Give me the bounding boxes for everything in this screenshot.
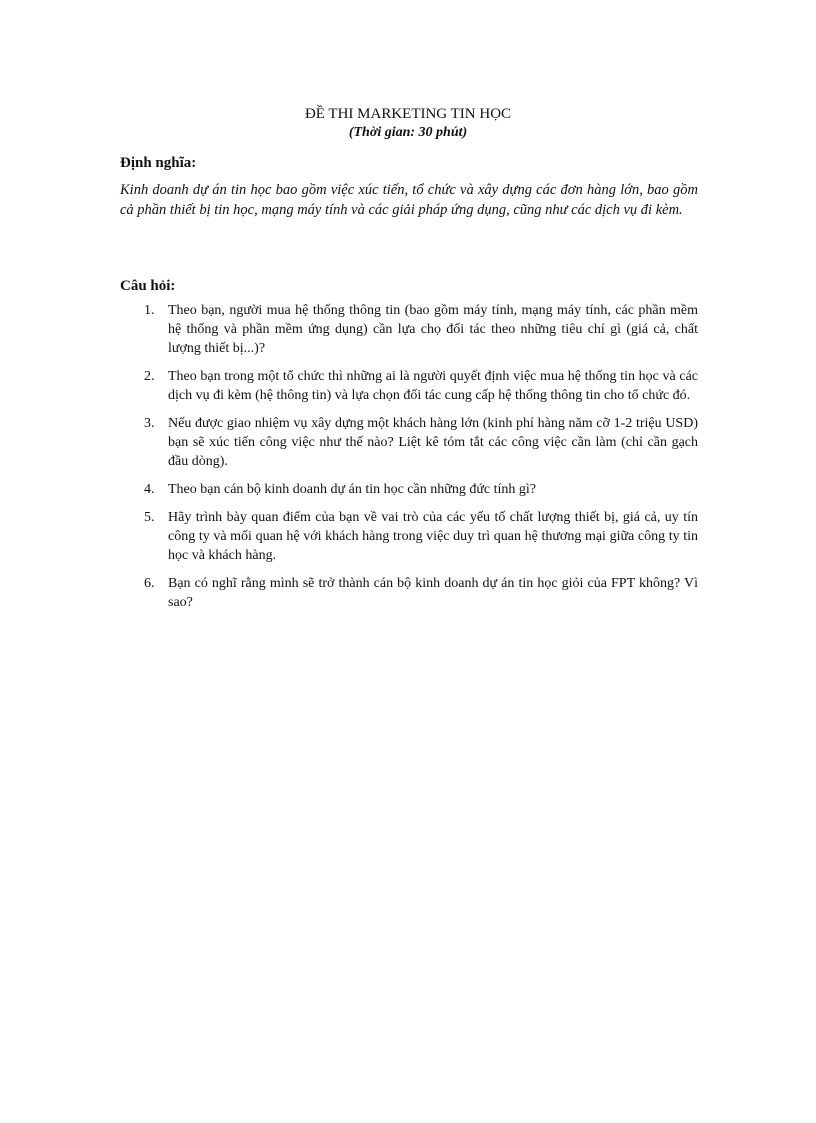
definition-text: Kinh doanh dự án tin học bao gồm việc xúc tiến, tổ chức và xây dựng các đơn hàng lớn, bao gồm cả phần thiết bị tin học, mạng máy tính và các giải pháp ứng dụng, cũng như các dịch vụ đi kèm. bbox=[120, 182, 698, 218]
question-item bbox=[144, 301, 698, 358]
question-item bbox=[144, 574, 698, 612]
question-item bbox=[144, 508, 698, 565]
question-number: 3. bbox=[144, 416, 155, 431]
document-title: ĐỀ THI MARKETING TIN HỌC bbox=[304, 106, 512, 122]
question-number: 1. bbox=[144, 303, 155, 318]
question-text: Theo bạn cán bộ kinh doanh dự án tin học cần những đức tính gì? bbox=[168, 482, 537, 497]
questions-heading: Câu hỏi: bbox=[120, 278, 176, 294]
definition-heading: Định nghĩa: bbox=[120, 155, 197, 171]
question-text: Theo bạn trong một tổ chức thì những ai là người quyết định việc mua hệ thống tin học và các dịch vụ đi kèm (hệ thông tin) và lựa chọn đối tác cung cấp hệ thống thông tin cho tổ chức đó. bbox=[168, 369, 698, 403]
questions-list bbox=[144, 301, 698, 621]
question-text: Theo bạn, người mua hệ thống thông tin (bao gồm máy tính, mạng máy tính, các phần mềm hệ thống và phần mềm ứng dụng) cần lựa chọ đối tác theo những tiêu chí gì (giá cả, chất lượng thiết bị...)? bbox=[168, 303, 698, 356]
question-number: 2. bbox=[144, 369, 155, 384]
document-subtitle: (Thời gian: 30 phút) bbox=[348, 125, 468, 140]
question-item bbox=[144, 414, 698, 471]
question-text: Hãy trình bày quan điểm của bạn về vai trò của các yếu tố chất lượng thiết bị, giá cả, uy tín công ty và mối quan hệ với khách hàng trong việc duy trì quan hệ thương mại giữa công ty tin học và khách hàng. bbox=[168, 510, 698, 563]
question-text: Bạn có nghĩ rằng mình sẽ trở thành cán bộ kinh doanh dự án tin học giỏi của FPT không? Vì sao? bbox=[168, 576, 698, 610]
question-number: 5. bbox=[144, 510, 155, 525]
question-item bbox=[144, 367, 698, 405]
question-number: 4. bbox=[144, 482, 155, 497]
question-text: Nếu được giao nhiệm vụ xây dựng một khách hàng lớn (kinh phí hàng năm cỡ 1-2 triệu USD) bạn sẽ xúc tiến công việc như thế nào? Liệt kê tóm tắt các công việc cần làm (chỉ cần gạch đầu dòng). bbox=[168, 416, 698, 469]
question-item bbox=[144, 480, 698, 499]
question-number: 6. bbox=[144, 576, 155, 591]
